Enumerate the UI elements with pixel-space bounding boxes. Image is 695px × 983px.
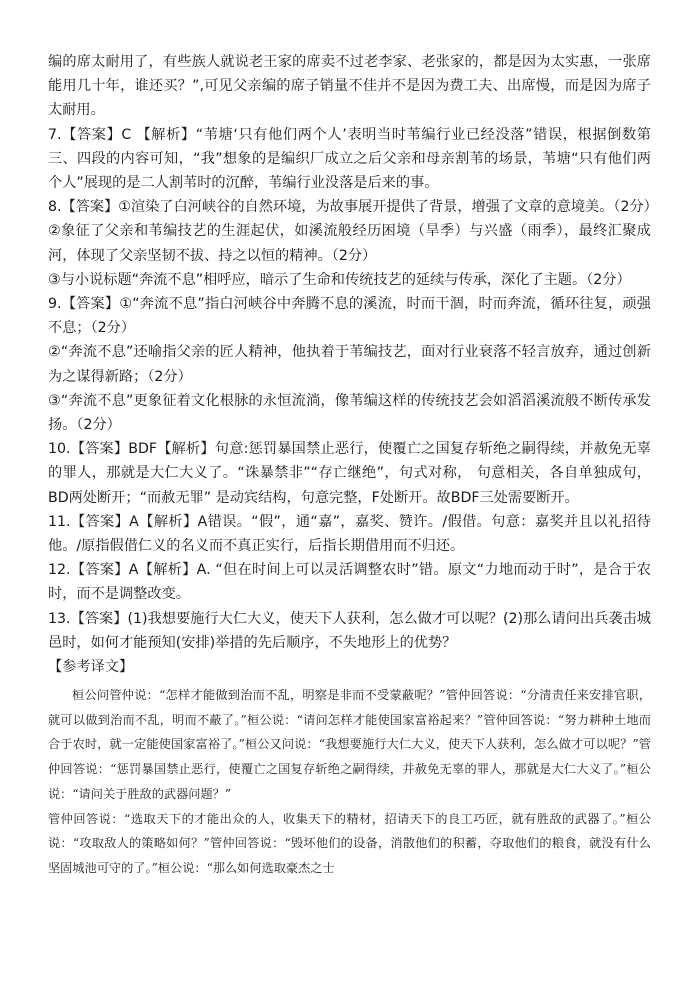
answer-paragraph-6-continuation: 编的席太耐用了，有些族人就说老王家的席卖不过老李家、老张家的，都是因为太实惠，一张席能用几十年，谁还买？”,可见父亲编的席子销量不佳并不是因为费工夫、出席慢，而是因为席子太耐用。 (48, 54, 651, 119)
answer-paragraph-11: 11.【答案】A【解析】A错误。“假”，通“嘉”，嘉奖、赞许。/假借。句意：嘉奖并且以礼招待他。/原指假借仁义的名义而不真正实行，后指长期借用而不归还。 (48, 513, 651, 555)
answer-paragraph-9-point-2: ②“奔流不息”还喻指父亲的匠人精神，他执着于苇编技艺，面对行业衰落不轻言放弃，通过创新为之谋得新路；（2分） (48, 344, 651, 385)
answer-paragraph-10: 10.【答案】BDF【解析】句意:惩罚暴国禁止恶行，使覆亡之国复存斩绝之嗣得续，并赦免无辜的罪人，那就是大仁大义了。“诛暴禁非”“存亡继绝”，句式对称， 句意相关，各自单独成句，BD两处断开；“而赦无罪” 是动宾结构，句意完整，F处断开。故BDF三处需要断开。 (48, 441, 651, 506)
answer-paragraph-7: 7.【答案】C 【解析】“苇塘‘只有他们两个人’表明当时苇编行业已经没落”错误，根据倒数第三、四段的内容可知，“我”想象的是编织厂成立之后父亲和母亲割苇的场景，苇塘“只有他们两个人”展现的是二人割苇时的沉醉，苇编行业没落是后来的事。 (48, 126, 651, 192)
translation-paragraph: 桓公问管仲说：“怎样才能做到治而不乱，明察是非而不受蒙蔽呢？”管仲回答说：“分清责任来安排官职，就可以做到治而不乱，明而不蔽了。”桓公说：“请问怎样才能使国家富裕起来？”管仲回答说：“努力耕种土地而合于农时，就一定能使国家富裕了。”桓公又问说：“我想要施行大仁大义，使天下人获利，怎么做才可以呢？”管仲回答说：“惩罚暴国禁止恶行，使覆亡之国复存斩绝之嗣得续，并赦免无辜的罪人，那就是大仁大义了。”桓公说：“请问关于胜敌的武器问题？” (48, 688, 651, 801)
answer-paragraph-9-point-3: ③“奔流不息”更象征着文化根脉的永恒流淌，像苇编这样的传统技艺会如滔滔溪流般不断传承发扬。（2分） (48, 392, 651, 434)
translation-heading: 【参考译文】 (48, 659, 134, 676)
answer-paragraph-8-point-2: ②象征了父亲和苇编技艺的生涯起伏，如溪流般经历困境（旱季）与兴盛（雨季），最终汇聚成河，体现了父亲坚韧不拔、持之以恒的精神。（2分） (48, 223, 651, 264)
answer-paragraph-9-point-1: 9.【答案】①“奔流不息”指白河峡谷中奔腾不息的溪流，时而干涸，时而奔流，循环往复，顽强不息；（2分） (48, 296, 651, 337)
answer-paragraph-8-point-3: ③与小说标题“奔流不息”相呼应，暗示了生命和传统技艺的延续与传承，深化了主题。（2分） (48, 271, 631, 288)
answer-paragraph-12: 12.【答案】A【解析】A. “但在时间上可以灵活调整农时”错。原文“力地而动于时”，是合于农时，而不是调整改变。 (48, 562, 651, 603)
translation-paragraph: 管仲回答说：“选取天下的才能出众的人，收集天下的精材，招请天下的良工巧匠，就有胜敌的武器了。”桓公说：“攻取敌人的策略如何？”管仲回答说：“毁坏他们的设备，消散他们的积蓄，夺取他们的粮食，就没有什么坚固城池可守的了。”桓公说：“那么如何选取豪杰之士 (48, 811, 651, 875)
answer-paragraph-8-point-1: 8.【答案】①渲染了白河峡谷的自然环境，为故事展开提供了背景，增强了文章的意境美。（2分） (48, 199, 658, 216)
answer-paragraph-13: 13.【答案】(1)我想要施行大仁大义，使天下人获利，怎么做才可以呢？(2)那么请问出兵袭击城邑时，如何才能预知(安排)举措的先后顺序，不失地形上的优势？ (48, 610, 651, 651)
